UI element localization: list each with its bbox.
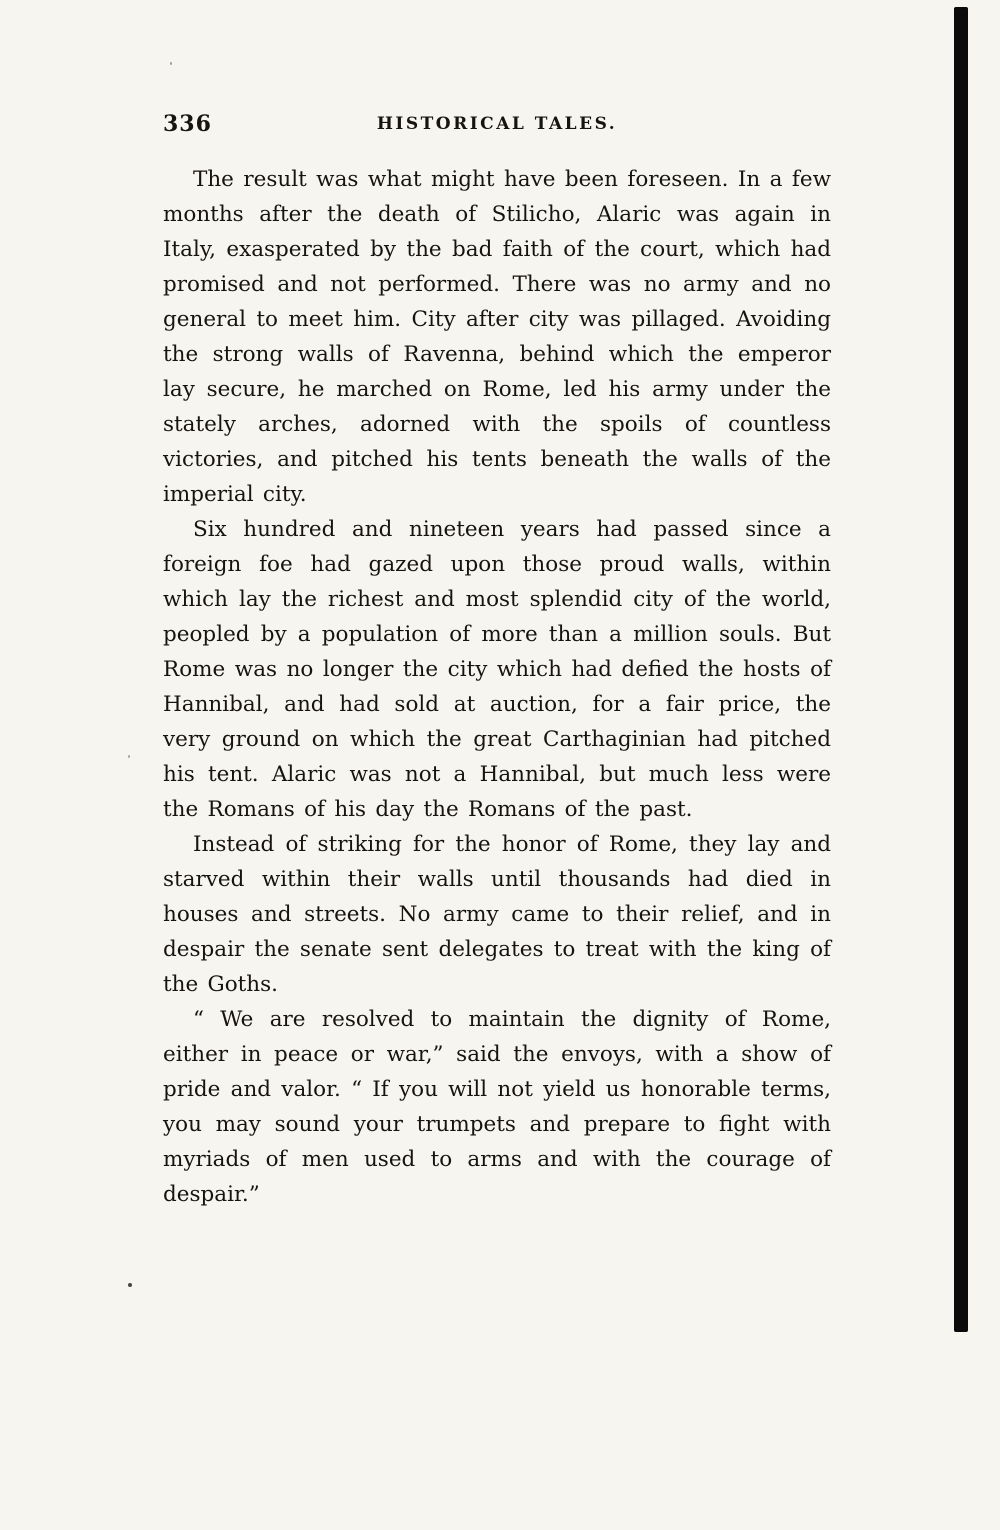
paragraph-2: Six hundred and nineteen years had passed since a foreign foe had gazed upon those proud walls, within which lay the richest and most splendid city of the world, peopled by a population of more than a million souls. But Rome was no longer the city which had defied the hosts of Hannibal, and had sold at auction, for a fair price, the very ground on which the great Carthaginian had pitched his tent. Alaric was not a Hannibal, but much less were the Romans of his day the Romans of the past. bbox=[163, 517, 831, 822]
running-head-title: HISTORICAL TALES. bbox=[376, 114, 618, 134]
paragraph-1: The result was what might have been foreseen. In a few months after the death of Stilicho, Alaric was again in Italy, exasperated by the bad faith of the court, which had promised and not performed. There was no army and no general to meet him. City after city was pillaged. Avoiding the strong walls of Ravenna, behind which the emperor lay secure, he marched on Rome, led his army under the stately arches, adorned with the spoils of countless victories, and pitched his tents beneath the walls of the imperial city. bbox=[163, 167, 831, 507]
page-header bbox=[163, 111, 831, 141]
scan-speck bbox=[128, 1283, 132, 1287]
scan-speck bbox=[128, 755, 130, 758]
paragraph-4: “ We are resolved to maintain the dignity of Rome, either in peace or war,” said the envoys, with a show of pride and valor. “ If you will not yield us honorable terms, you may sound your trumpets and prepare to fight with myriads of men used to arms and with the courage of despair.” bbox=[163, 1007, 831, 1207]
page-number: 336 bbox=[163, 111, 212, 137]
page-body bbox=[163, 162, 831, 1212]
paragraph-3: Instead of striking for the honor of Rome, they lay and starved within their walls until thousands had died in houses and streets. No army came to their relief, and in despair the senate sent delegates to treat with the king of the Goths. bbox=[163, 832, 831, 997]
scan-speck bbox=[170, 62, 172, 65]
scan-binding-bar bbox=[954, 7, 968, 1332]
